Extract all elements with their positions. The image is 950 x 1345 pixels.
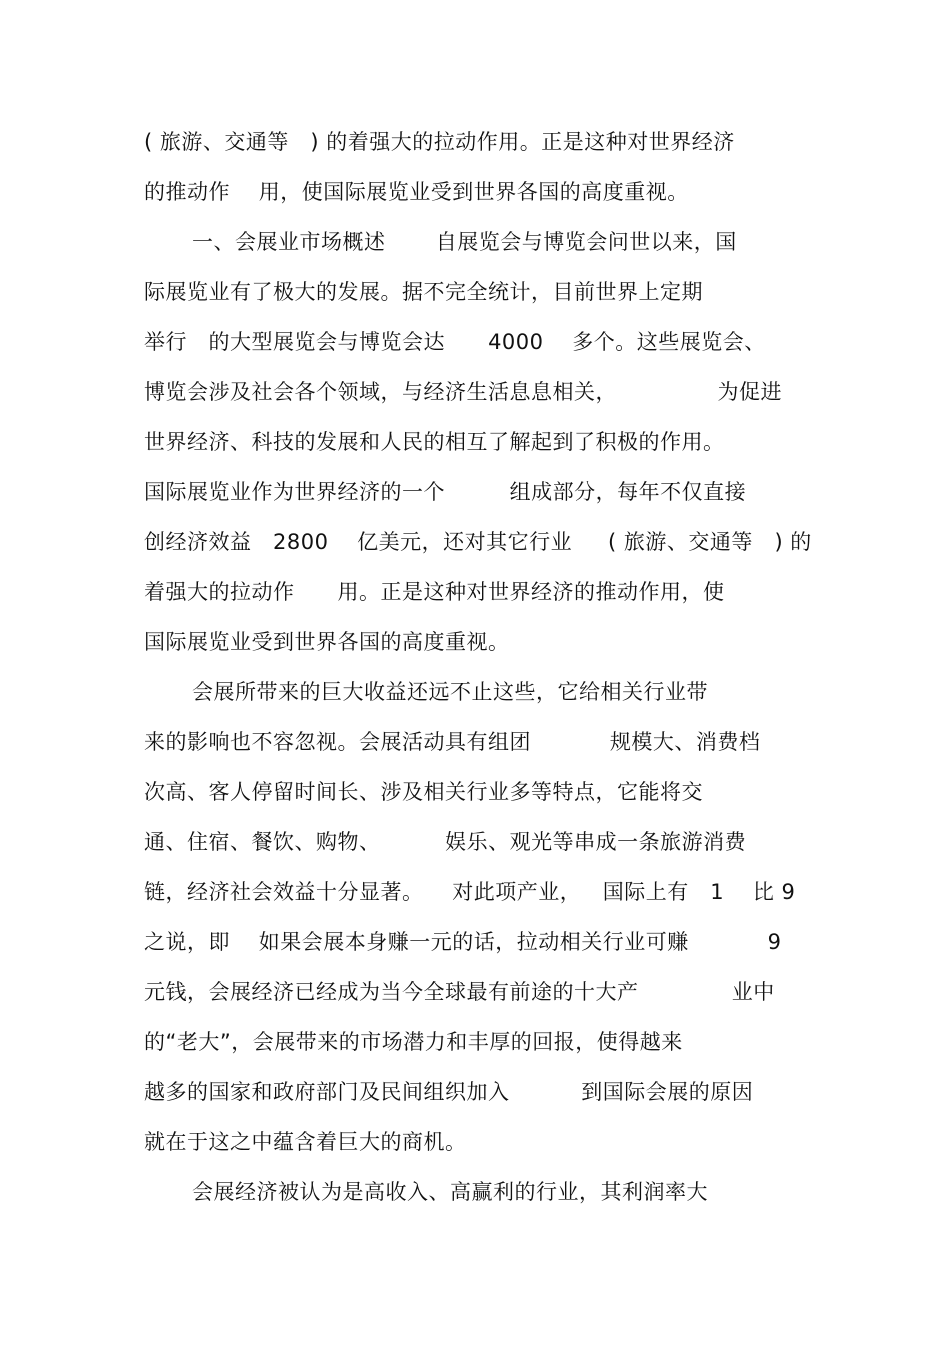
paragraph-start-line: 会展所带来的巨大收益还远不止这些，它给相关行业带 [192,680,708,704]
text-line: 博览会涉及社会各个领域，与经济生活息息相关， 为促进 [144,380,782,404]
text-line: 通、住宿、餐饮、购物、 娱乐、观光等串成一条旅游消费 [144,830,747,854]
section-heading-line: 一、会展业市场概述 自展览会与博览会问世以来，国 [192,230,737,254]
text-line: 的“老大”，会展带来的市场潜力和丰厚的回报，使得越来 [144,1030,683,1054]
text-line: 创经济效益 2800 亿美元，还对其它行业 ( 旅游、交通等 ) 的 [144,530,812,554]
text-line: 国际展览业受到世界各国的高度重视。 [144,630,510,654]
text-line: 就在于这之中蕴含着巨大的商机。 [144,1130,467,1154]
text-line: ( 旅游、交通等 ) 的着强大的拉动作用。正是这种对世界经济 [144,130,735,154]
text-line: 越多的国家和政府部门及民间组织加入 到国际会展的原因 [144,1080,754,1104]
text-line: 着强大的拉动作 用。正是这种对世界经济的推动作用，使 [144,580,725,604]
text-line: 的推动作 用，使国际展览业受到世界各国的高度重视。 [144,180,689,204]
text-line: 世界经济、科技的发展和人民的相互了解起到了积极的作用。 [144,430,725,454]
text-line: 际展览业有了极大的发展。据不完全统计，目前世界上定期 [144,280,703,304]
text-line: 元钱，会展经济已经成为当今全球最有前途的十大产 业中 [144,980,775,1004]
text-line: 来的影响也不容忽视。会展活动具有组团 规模大、消费档 [144,730,761,754]
text-line: 之说，即 如果会展本身赚一元的话，拉动相关行业可赚 9 [144,930,782,954]
text-line: 次高、客人停留时间长、涉及相关行业多等特点，它能将交 [144,780,703,804]
text-line: 举行 的大型展览会与博览会达 4000 多个。这些展览会、 [144,330,766,354]
text-line: 国际展览业作为世界经济的一个 组成部分，每年不仅直接 [144,480,747,504]
paragraph-start-line: 会展经济被认为是高收入、高赢利的行业，其利润率大 [192,1180,708,1204]
text-line: 链，经济社会效益十分显著。 对此项产业， 国际上有 1 比 9 [144,880,796,904]
